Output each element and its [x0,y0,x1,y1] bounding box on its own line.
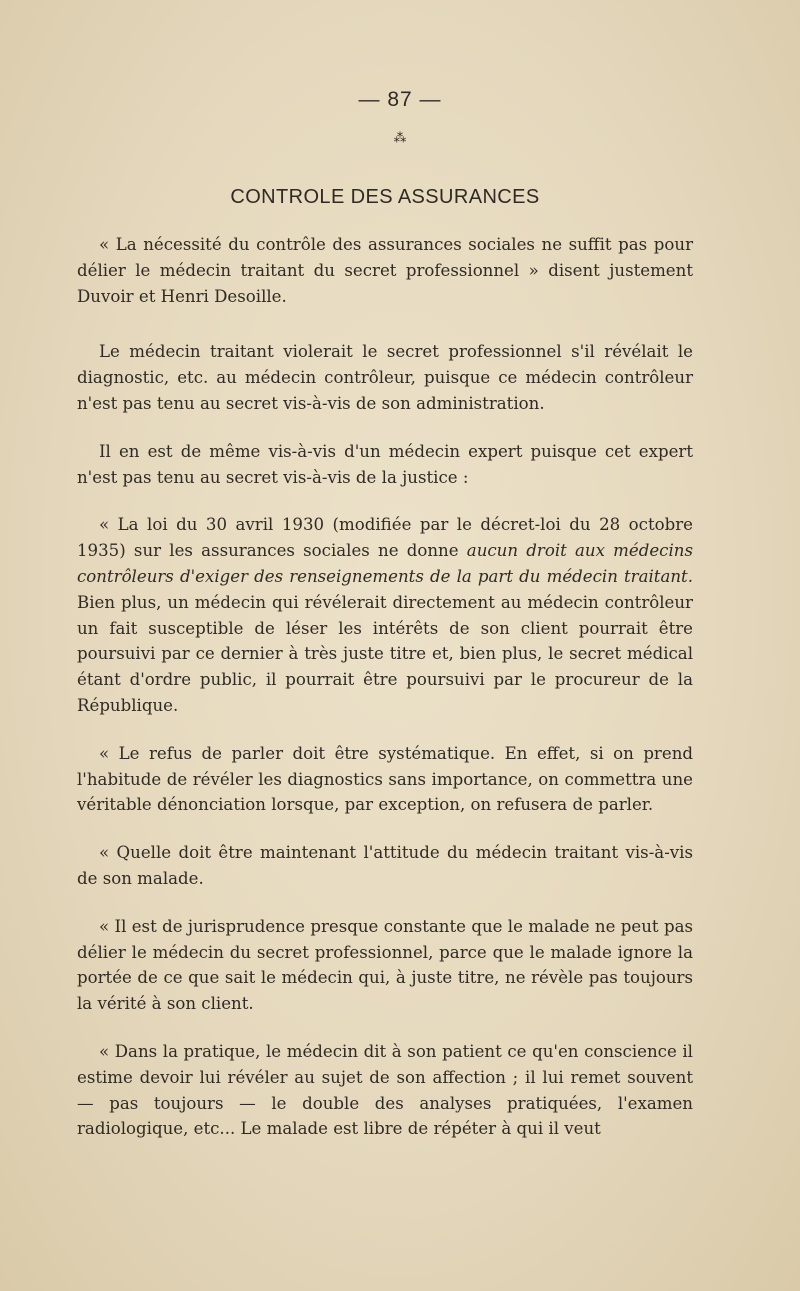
paragraph-7: « Il est de jurisprudence presque constante que le malade ne peut pas délier le médecin du secret professionnel, parce que le malade ignore la portée de ce que sait le médecin qui, à juste titre, ne révèle pas toujours la vérité à son client. [77,916,693,1014]
paragraph-1: « La nécessité du contrôle des assurances sociales ne suffit pas pour délier le médecin traitant du secret professionnel » disent justement Duvoir et Henri Desoille. [77,235,693,306]
asterism-ornament: ⁂ [393,131,407,146]
body-text [77,232,693,1164]
paragraph-3: Il en est de même vis-à-vis d'un médecin expert puisque cet expert n'est pas tenu au secret vis-à-vis de la justice : [77,441,693,487]
section-title: CONTROLE DES ASSURANCES [230,186,540,208]
paragraph-5: « Le refus de parler doit être systématique. En effet, si on prend l'habitude de révéler les diagnostics sans importance, on commettra une véritable dénonciation lorsque, par exception, on refusera de parler. [77,743,693,815]
paragraph-6: « Quelle doit être maintenant l'attitude du médecin traitant vis-à-vis de son malade. [77,843,693,888]
page-number: — 87 — [358,88,442,111]
paragraph-8: « Dans la pratique, le médecin dit à son patient ce qu'en conscience il estime devoir lui révéler au sujet de son affection ; il lui remet souvent — pas toujours — le double des analyses pratiquées, l'examen radiologique, etc... Le malade est libre de répéter à qui il veut [77,1041,693,1139]
paragraph-4 [77,512,693,718]
paragraph-4-text: « La loi du 30 avril 1930 (modifiée par le décret-loi du 28 octobre 1935) sur les assurances sociales ne donne [77,515,693,561]
paragraph-4-text-end: Bien plus, un médecin qui révélerait directement au médecin contrôleur un fait susceptible de léser les intérêts de son client pourrait être poursuivi par ce dernier à très juste titre et, bien plus, le secret médical étant d'ordre public, il pourrait être poursuivi par le procureur de la République. [77,592,693,715]
paragraph-4-italic: aucun droit aux médecins contrôleurs d'exiger des renseignements de la part du médecin traitant. [77,541,693,586]
paragraph-2: Le médecin traitant violerait le secret professionnel s'il révélait le diagnostic, etc. au médecin contrôleur, puisque ce médecin contrôleur n'est pas tenu au secret vis-à-vis de son administration. [77,342,693,413]
